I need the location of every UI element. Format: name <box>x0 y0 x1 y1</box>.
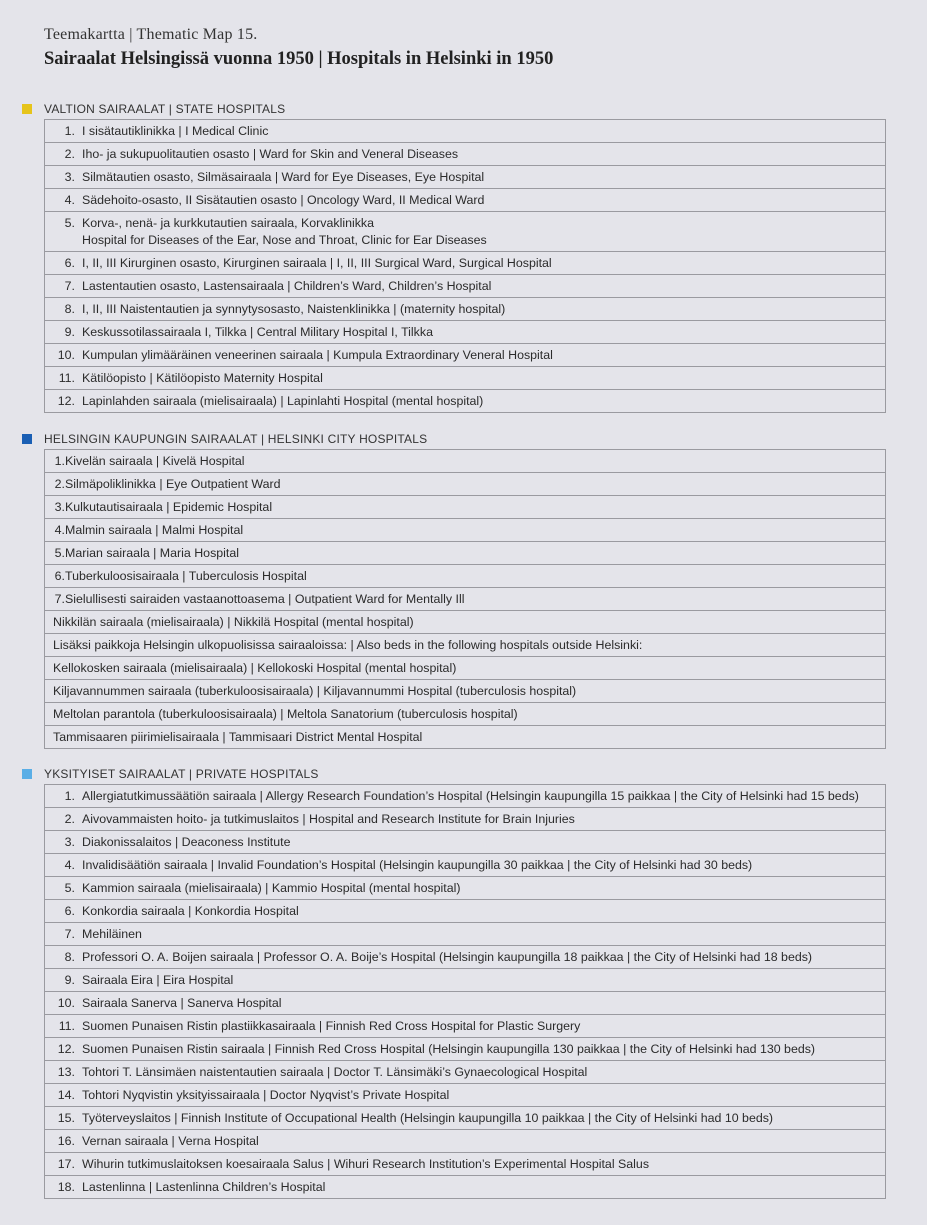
table-row <box>45 142 885 165</box>
table-row <box>45 899 885 922</box>
row-number: 10. <box>57 995 75 1010</box>
section-title: YKSITYISET SAIRAALAT | PRIVATE HOSPITALS <box>44 767 319 781</box>
table-row <box>45 1129 885 1152</box>
row-text: Nikkilän sairaala (mielisairaala) | Nikkilä Hospital (mental hospital) <box>53 614 414 629</box>
row-number: 18. <box>57 1179 75 1194</box>
row-text: Silmäpoliklinikka | Eye Outpatient Ward <box>65 476 281 491</box>
table-row <box>45 472 885 495</box>
row-text: Konkordia sairaala | Konkordia Hospital <box>82 903 299 918</box>
row-text: Kätilöopisto | Kätilöopisto Maternity Hospital <box>82 370 323 385</box>
table-row <box>45 785 885 807</box>
row-text: Aivovammaisten hoito- ja tutkimuslaitos | Hospital and Research Institute for Brain Injuries <box>82 811 575 826</box>
table-row <box>45 968 885 991</box>
row-number: 6. <box>64 255 75 270</box>
table-row <box>45 211 885 251</box>
table-row <box>45 1060 885 1083</box>
row-number: 8. <box>64 301 75 316</box>
row-text: Sairaala Eira | Eira Hospital <box>82 972 234 987</box>
table-row <box>45 853 885 876</box>
table-row <box>45 274 885 297</box>
row-number: 13. <box>57 1064 75 1079</box>
row-text: Malmin sairaala | Malmi Hospital <box>65 522 244 537</box>
table-row <box>45 165 885 188</box>
table-row <box>45 945 885 968</box>
row-number: 16. <box>57 1133 75 1148</box>
row-number: 4. <box>64 857 75 872</box>
row-number: 15. <box>57 1110 75 1125</box>
private-hospitals-section <box>22 765 886 1199</box>
row-text: Korva-, nenä- ja kurkkutautien sairaala, Korvaklinikka <box>82 215 375 230</box>
row-number: 2. <box>64 146 75 161</box>
row-number: 7. <box>64 926 75 941</box>
row-text: Kellokosken sairaala (mielisairaala) | Kellokoski Hospital (mental hospital) <box>53 660 457 675</box>
row-text: Kivelän sairaala | Kivelä Hospital <box>65 453 245 468</box>
table-row <box>45 188 885 211</box>
row-text: Kammion sairaala (mielisairaala) | Kammio Hospital (mental hospital) <box>82 880 461 895</box>
page-header <box>44 26 553 70</box>
table-row <box>45 1152 885 1175</box>
row-number: 5. <box>54 545 65 560</box>
table-row <box>45 876 885 899</box>
table-row <box>45 120 885 142</box>
row-text: Tohtori Nyqvistin yksityissairaala | Doctor Nyqvist’s Private Hospital <box>82 1087 450 1102</box>
row-number: 12. <box>57 393 75 408</box>
section-title: HELSINGIN KAUPUNGIN SAIRAALAT | HELSINKI CITY HOSPITALS <box>44 432 428 446</box>
map-kicker: Teemakartta | Thematic Map 15. <box>44 26 258 43</box>
table-row <box>45 320 885 343</box>
row-number: 4. <box>54 522 65 537</box>
row-text: Lastentautien osasto, Lastensairaala | Children’s Ward, Children’s Hospital <box>82 278 492 293</box>
row-text: Tuberkuloosisairaala | Tuberculosis Hospital <box>65 568 307 583</box>
row-number: 17. <box>57 1156 75 1171</box>
row-text: Meltolan parantola (tuberkuloosisairaala) | Meltola Sanatorium (tuberculosis hospital) <box>53 706 518 721</box>
row-number: 14. <box>57 1087 75 1102</box>
row-number: 12. <box>57 1041 75 1056</box>
row-text: Keskussotilassairaala I, Tilkka | Central Military Hospital I, Tilkka <box>82 324 433 339</box>
table-row <box>45 1083 885 1106</box>
table-row <box>45 725 885 748</box>
row-text: I, II, III Naistentautien ja synnytysosasto, Naistenklinikka | (maternity hospital) <box>82 301 506 316</box>
state-color-swatch <box>22 104 32 114</box>
table-row <box>45 679 885 702</box>
row-number: 2. <box>64 811 75 826</box>
table-row <box>45 541 885 564</box>
row-text: Iho- ja sukupuolitautien osasto | Ward for Skin and Veneral Diseases <box>82 146 459 161</box>
table-row <box>45 922 885 945</box>
city-color-swatch <box>22 434 32 444</box>
row-number: 1. <box>54 453 65 468</box>
table-row <box>45 518 885 541</box>
row-number: 6. <box>64 903 75 918</box>
row-text: Tohtori T. Länsimäen naistentautien sairaala | Doctor T. Länsimäki’s Gynaecological Hospital <box>82 1064 588 1079</box>
row-text: Kiljavannummen sairaala (tuberkuloosisairaala) | Kiljavannummi Hospital (tuberculosis hospital) <box>53 683 577 698</box>
row-text: Silmätautien osasto, Silmäsairaala | Ward for Eye Diseases, Eye Hospital <box>82 169 485 184</box>
row-number: 7. <box>64 278 75 293</box>
row-text: Työterveyslaitos | Finnish Institute of Occupational Health (Helsingin kaupungilla 10 paikkaa | the City of Helsinki had 10 beds) <box>82 1110 774 1125</box>
row-text: Wihurin tutkimuslaitoksen koesairaala Salus | Wihuri Research Institution’s Experimental Hospital Salus <box>82 1156 650 1171</box>
row-number: 4. <box>64 192 75 207</box>
row-text: Sairaala Sanerva | Sanerva Hospital <box>82 995 282 1010</box>
row-text: Kulkutautisairaala | Epidemic Hospital <box>65 499 273 514</box>
row-number: 1. <box>64 788 75 803</box>
table-row <box>45 1175 885 1198</box>
table-row <box>45 343 885 366</box>
table-row <box>45 1037 885 1060</box>
row-number: 5. <box>64 215 75 230</box>
table-row <box>45 495 885 518</box>
row-text: I, II, III Kirurginen osasto, Kirurginen sairaala | I, II, III Surgical Ward, Surgical Hospital <box>82 255 552 270</box>
row-number: 6. <box>54 568 65 583</box>
row-text: Diakonissalaitos | Deaconess Institute <box>82 834 291 849</box>
table-row <box>45 830 885 853</box>
table-row <box>45 656 885 679</box>
table-row <box>45 1106 885 1129</box>
table-row <box>45 702 885 725</box>
city-hospitals-table <box>44 449 886 749</box>
row-number: 2. <box>54 476 65 491</box>
row-number: 1. <box>64 123 75 138</box>
city-hospitals-section <box>22 430 886 749</box>
table-row <box>45 366 885 389</box>
row-number: 9. <box>64 324 75 339</box>
table-row <box>45 1014 885 1037</box>
row-number: 11. <box>58 370 75 385</box>
page-title: Sairaalat Helsingissä vuonna 1950 | Hospitals in Helsinki in 1950 <box>44 49 554 69</box>
row-text: Suomen Punaisen Ristin plastiikkasairaala | Finnish Red Cross Hospital for Plastic Surgery <box>82 1018 581 1033</box>
row-number: 3. <box>54 499 65 514</box>
table-row <box>45 807 885 830</box>
row-text: Suomen Punaisen Ristin sairaala | Finnish Red Cross Hospital (Helsingin kaupungilla 130 paikkaa | the City of Helsinki had 130 beds) <box>82 1041 816 1056</box>
row-text: Vernan sairaala | Verna Hospital <box>82 1133 259 1148</box>
row-number: 7. <box>54 591 65 606</box>
row-number: 11. <box>58 1018 75 1033</box>
table-row <box>45 587 885 610</box>
private-color-swatch <box>22 769 32 779</box>
row-text: Lapinlahden sairaala (mielisairaala) | Lapinlahti Hospital (mental hospital) <box>82 393 484 408</box>
table-row <box>45 610 885 633</box>
row-number: 10. <box>57 347 75 362</box>
row-text: Sädehoito-osasto, II Sisätautien osasto | Oncology Ward, II Medical Ward <box>82 192 485 207</box>
section-title: VALTION SAIRAALAT | STATE HOSPITALS <box>44 102 286 116</box>
row-number: 9. <box>64 972 75 987</box>
row-text: Kumpulan ylimääräinen veneerinen sairaala | Kumpula Extraordinary Veneral Hospital <box>82 347 553 362</box>
private-hospitals-table <box>44 784 886 1199</box>
row-number: 5. <box>64 880 75 895</box>
row-text-line2: Hospital for Diseases of the Ear, Nose and Throat, Clinic for Ear Diseases <box>82 232 487 247</box>
table-row <box>45 251 885 274</box>
row-text: Sielullisesti sairaiden vastaanottoasema | Outpatient Ward for Mentally Ill <box>65 591 465 606</box>
row-number: 3. <box>64 834 75 849</box>
table-row <box>45 564 885 587</box>
row-text: Allergiatutkimussäätiön sairaala | Allergy Research Foundation’s Hospital (Helsingin kaupungilla 15 paikkaa | the City of Helsinki had 15 beds) <box>82 788 859 803</box>
row-text: Tammisaaren piirimielisairaala | Tammisaari District Mental Hospital <box>53 729 423 744</box>
row-text: Mehiläinen <box>82 926 142 941</box>
row-text: Lastenlinna | Lastenlinna Children’s Hospital <box>82 1179 326 1194</box>
row-text: I sisätautiklinikka | I Medical Clinic <box>82 123 269 138</box>
row-number: 3. <box>64 169 75 184</box>
table-row <box>45 450 885 472</box>
table-row <box>45 297 885 320</box>
state-hospitals-table <box>44 119 886 413</box>
row-text: Marian sairaala | Maria Hospital <box>65 545 240 560</box>
state-hospitals-section <box>22 100 886 413</box>
row-text: Invalidisäätiön sairaala | Invalid Foundation’s Hospital (Helsingin kaupungilla 30 paikkaa | the City of Helsinki had 30 beds) <box>82 857 753 872</box>
row-text: Lisäksi paikkoja Helsingin ulkopuolisissa sairaaloissa: | Also beds in the following hospitals outside Helsinki: <box>53 637 643 652</box>
row-number: 8. <box>64 949 75 964</box>
table-row <box>45 633 885 656</box>
table-row <box>45 991 885 1014</box>
table-row <box>45 389 885 412</box>
row-text: Professori O. A. Boijen sairaala | Professor O. A. Boije’s Hospital (Helsingin kaupungilla 18 paikkaa | the City of Helsinki had 18 beds) <box>82 949 813 964</box>
